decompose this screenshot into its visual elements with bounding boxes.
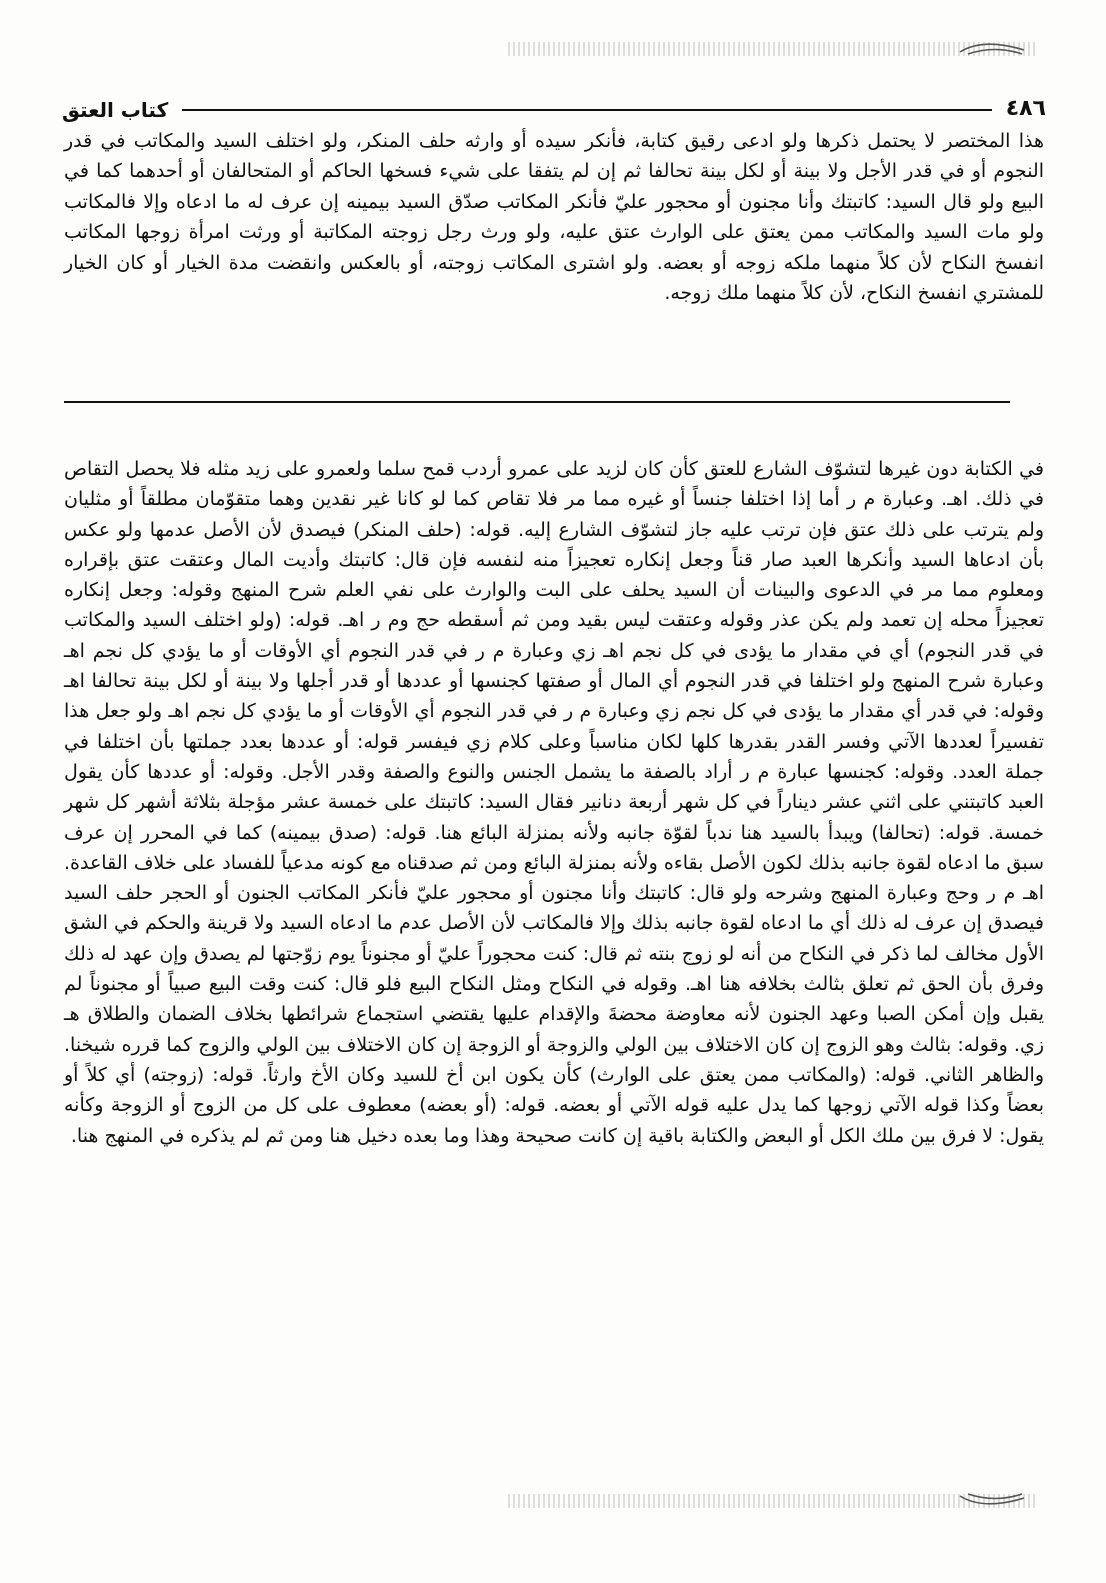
ornament-flourish-icon <box>958 38 1028 60</box>
page-number: ٤٨٦ <box>1005 96 1046 121</box>
commentary-text: في الكتابة دون غيرها لتشوّف الشارع للعتق كأن كان لزيد على عمرو أردب قمح سلما ولعمرو على زيد مثله فلا يحصل التقاص في ذلك. اهـ. وعبارة م ر أما إذا اختلفا جنساً أو غيره مما مر فلا تقاص كما لو كانا غير نقدين وهما متقوّمان مطلقاً أو مثليان ولم يترتب على ذلك عتق فإن ترتب عليه جاز لتشوّف الشارع إليه. قوله: (حلف المنكر) فيصدق لأن الأصل عدمها ولو عكس بأن ادعاها السيد وأنكرها العبد صار قناً وجعل إنكاره تعجيزاً منه لنفسه فإن قال: كاتبتك وأديت المال وعتقت عتق بإقراره ومعلوم مما مر في الدعوى والبينات أن السيد يحلف على البت والوارث على نفي العلم شرح المنهج وقوله: وجعل إنكاره تعجيزاً محله إن تعمد ولم يكن عذر وقوله وعتقت ليس بقيد ومن ثم أسقطه حج وم ر اهـ. قوله: (ولو اختلف السيد والمكاتب في قدر النجوم) أي في مقدار ما يؤدى في كل نجم اهـ زي وعبارة م ر في قدر النجوم أي الأوقات أو ما يؤدي كل نجم اهـ وعبارة شرح المنهج ولو اختلفا في قدر النجوم أي المال أو صفتها كجنسها أو عددها أو قدر أجلها ولا بينة أو لكل بينة تحالفا اهـ وقوله: في قدر أي مقدار ما يؤدى في كل نجم زي وعبارة م ر في قدر النجوم أي الأوقات أو ما يؤدي كل نجم اهـ ولو جعل هذا تفسيراً لعددها الآتي وفسر القدر بقدرها كلها لكان مناسباً وعلى كلام زي فيفسر قوله: أو عددها بعدد جملتها بأن اختلفا في جملة العدد. وقوله: كجنسها عبارة م ر أراد بالصفة ما يشمل الجنس والنوع والصفة وقدر الأجل. وقوله: أو عددها كأن يقول العبد كاتبتني على اثني عشر ديناراً في كل شهر أربعة دنانير فقال السيد: كاتبتك على خمسة عشر مؤجلة بثلاثة أشهر كل شهر خمسة. قوله: (تحالفا) ويبدأ بالسيد هنا ندباً لقوّة جانبه ولأنه بمنزلة البائع هنا. قوله: (صدق بيمينه) كما في المحرر إن عرف سبق ما ادعاه لقوة جانبه بذلك لكون الأصل بقاءه ولأنه بمنزلة البائع ومن ثم صدقناه مع كونه مدعياً للفساد على خلاف القاعدة. اهـ م ر وحج وعبارة المنهج وشرحه ولو قال: كاتبتك وأنا مجنون أو محجور عليّ فأنكر المكاتب الجنون أو الحجر حلف السيد فيصدق إن عرف له ذلك أي ما ادعاه لقوة جانبه بذلك وإلا فالمكاتب لأن الأصل عدم ما ادعاه السيد ولا قرينة والحكم في الشق الأول مخالف لما ذكر في النكاح من أنه لو زوج بنته ثم قال: كنت محجوراً عليّ أو مجنوناً يوم زوّجتها لم يصدق وإن عهد له ذلك وفرق بأن الحق ثم تعلق بثالث بخلافه هنا اهـ. وقوله في النكاح ومثل النكاح البيع فلو قال: كنت وقت البيع صبياً أو مجنوناً لم يقبل وإن أمكن الصبا وعهد الجنون لأنه معاوضة محضةَ والإقدام عليها يقتضي استجماع شرائطها بخلاف الضمان والطلاق هـ زي. وقوله: بثالث وهو الزوج إن كان الاختلاف بين الولي والزوجة أو الزوجة إن كان الاختلاف بين الولي والزوج كما قرره شيخنا. والظاهر الثاني. قوله: (والمكاتب ممن يعتق على الوارث) كأن يكون ابن أخ للسيد وكان الأخ وارثاً. قوله: (زوجته) أي كلاً أو بعضاً وكذا قوله الآتي زوجها كما يدل عليه قوله الآتي أو بعضه. قوله: (أو بعضه) معطوف على كل من الزوج أو الزوجة وكأنه يقول: لا فرق بين ملك الكل أو البعض والكتابة باقية إن كانت صحيحة وهذا وما بعده دخيل هنا ومن ثم لم يذكره في المنهج هنا. <box>64 458 1044 1147</box>
running-header <box>62 86 1046 120</box>
ornament-flourish-bottom-icon <box>958 1488 1028 1510</box>
chapter-title: كتاب العتق <box>62 98 169 122</box>
header-rule <box>182 109 991 111</box>
main-text: هذا المختصر لا يحتمل ذكرها ولو ادعى رقيق كتابة، فأنكر سيده أو وارثه حلف المنكر، ولو اختلف السيد والمكاتب في قدر النجوم أو في قدر الأجل ولا بينة أو لكل بينة تحالفا ثم إن لم يتفقا على شيء فسخها الحاكم أو المتحالفان أو أحدهما كما في البيع ولو قال السيد: كاتبتك وأنا مجنون أو محجور عليّ فأنكر المكاتب صدّق السيد بيمينه إن عرف له ما ادعاه وإلا فالمكاتب ولو مات السيد والمكاتب ممن يعتق على الوارث عتق عليه، ولو ورث رجل زوجته المكاتبة أو ورثت امرأة زوجها المكاتب انفسخ النكاح لأن كلاً منهما ملكه زوجه أو بعضه. ولو اشترى المكاتب زوجته، أو بالعكس وانقضت مدة الخيار أو كان الخيار للمشتري انفسخ النكاح، لأن كلاً منهما ملك زوجه. <box>64 130 1044 305</box>
footnote-divider <box>64 401 1010 403</box>
